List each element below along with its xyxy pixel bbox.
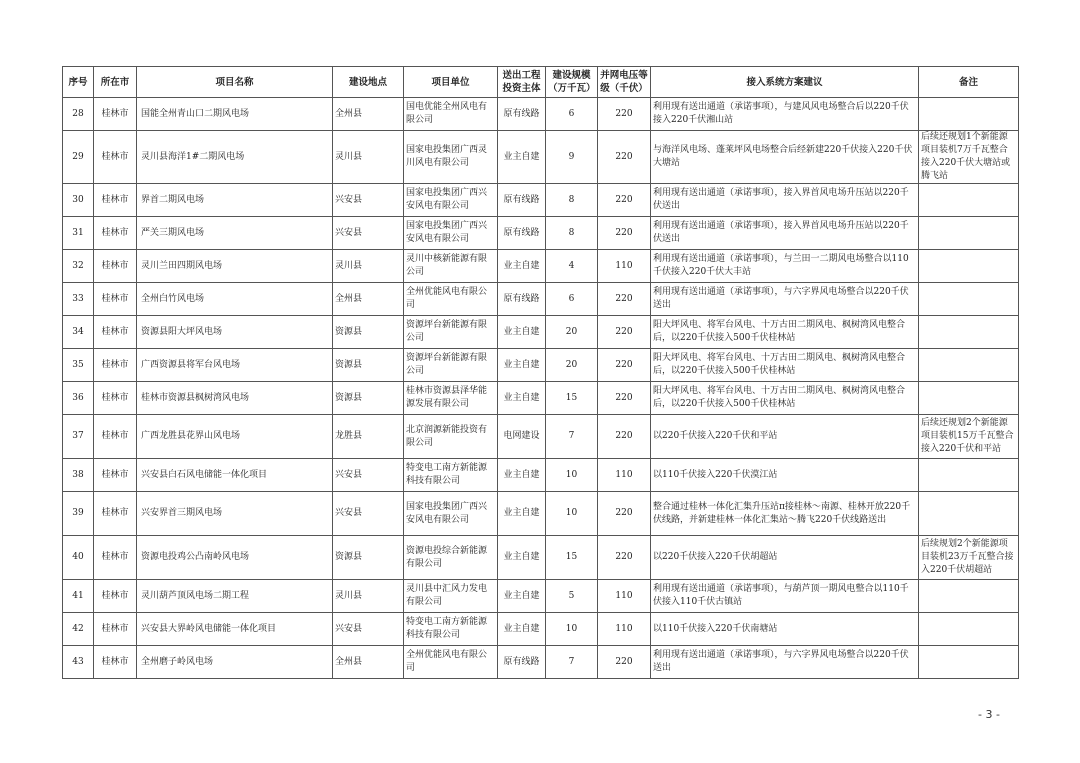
row-city: 桂林市 bbox=[94, 613, 137, 646]
row-city: 桂林市 bbox=[94, 250, 137, 283]
row-note bbox=[919, 613, 1019, 646]
row-name: 全州磨子岭风电场 bbox=[137, 646, 333, 679]
row-unit: 全州优能风电有限公司 bbox=[404, 283, 498, 316]
row-site: 灵川县 bbox=[333, 250, 404, 283]
row-no: 38 bbox=[63, 459, 94, 492]
row-investor: 业主自建 bbox=[498, 250, 546, 283]
row-site: 兴安县 bbox=[333, 184, 404, 217]
table-row bbox=[63, 492, 1019, 536]
row-voltage: 220 bbox=[598, 415, 651, 459]
row-note bbox=[919, 580, 1019, 613]
row-investor: 业主自建 bbox=[498, 580, 546, 613]
row-investor: 业主自建 bbox=[498, 459, 546, 492]
row-voltage: 220 bbox=[598, 283, 651, 316]
row-city: 桂林市 bbox=[94, 316, 137, 349]
row-name: 资源县阳大坪风电场 bbox=[137, 316, 333, 349]
row-no: 42 bbox=[63, 613, 94, 646]
table-row bbox=[63, 382, 1019, 415]
row-no: 41 bbox=[63, 580, 94, 613]
row-site: 全州县 bbox=[333, 98, 404, 131]
header-unit: 项目单位 bbox=[404, 67, 498, 98]
row-no: 37 bbox=[63, 415, 94, 459]
row-no: 29 bbox=[63, 131, 94, 184]
row-plan: 利用现有送出通道（承诺事项），与建风风电场整合后以220千伏接入220千伏湘山站 bbox=[651, 98, 919, 131]
row-unit: 全州优能风电有限公司 bbox=[404, 646, 498, 679]
row-unit: 国电优能全州风电有限公司 bbox=[404, 98, 498, 131]
row-site: 全州县 bbox=[333, 283, 404, 316]
row-no: 33 bbox=[63, 283, 94, 316]
row-scale: 8 bbox=[546, 184, 598, 217]
row-voltage: 110 bbox=[598, 580, 651, 613]
row-plan: 阳大坪风电、将军台风电、十万古田二期风电、枫树湾风电整合后，以220千伏接入500千伏桂林站 bbox=[651, 316, 919, 349]
row-plan: 利用现有送出通道（承诺事项），与六字界风电场整合以220千伏送出 bbox=[651, 646, 919, 679]
header-note: 备注 bbox=[919, 67, 1019, 98]
row-investor: 原有线路 bbox=[498, 646, 546, 679]
row-note bbox=[919, 250, 1019, 283]
row-city: 桂林市 bbox=[94, 184, 137, 217]
row-voltage: 220 bbox=[598, 492, 651, 536]
header-scale: 建设规模（万千瓦） bbox=[546, 67, 598, 98]
row-unit: 北京润源新能投资有限公司 bbox=[404, 415, 498, 459]
row-note bbox=[919, 492, 1019, 536]
header-voltage: 并网电压等级（千伏） bbox=[598, 67, 651, 98]
row-site: 灵川县 bbox=[333, 131, 404, 184]
row-investor: 原有线路 bbox=[498, 283, 546, 316]
row-note bbox=[919, 217, 1019, 250]
row-name: 广西资源县将军台风电场 bbox=[137, 349, 333, 382]
project-table bbox=[62, 66, 1019, 679]
row-city: 桂林市 bbox=[94, 492, 137, 536]
row-note bbox=[919, 646, 1019, 679]
row-city: 桂林市 bbox=[94, 382, 137, 415]
table-row bbox=[63, 580, 1019, 613]
row-site: 资源县 bbox=[333, 536, 404, 580]
row-no: 43 bbox=[63, 646, 94, 679]
row-plan: 利用现有送出通道（承诺事项），与兰田一二期风电场整合以110千伏接入220千伏大丰站 bbox=[651, 250, 919, 283]
row-no: 28 bbox=[63, 98, 94, 131]
header-site: 建设地点 bbox=[333, 67, 404, 98]
row-investor: 业主自建 bbox=[498, 349, 546, 382]
row-plan: 以220千伏接入220千伏胡超站 bbox=[651, 536, 919, 580]
row-voltage: 110 bbox=[598, 613, 651, 646]
row-voltage: 220 bbox=[598, 382, 651, 415]
row-name: 资源电投鸡公凸南岭风电场 bbox=[137, 536, 333, 580]
row-note bbox=[919, 283, 1019, 316]
row-investor: 业主自建 bbox=[498, 131, 546, 184]
row-unit: 国家电投集团广西兴安风电有限公司 bbox=[404, 184, 498, 217]
row-name: 严关三期风电场 bbox=[137, 217, 333, 250]
table-row bbox=[63, 459, 1019, 492]
header-city: 所在市 bbox=[94, 67, 137, 98]
row-voltage: 220 bbox=[598, 349, 651, 382]
row-plan: 整合通过桂林一体化汇集升压站π接桂林～南源、桂林开放220千伏线路，并新建桂林一体化汇集站～腾飞220千伏线路送出 bbox=[651, 492, 919, 536]
row-no: 31 bbox=[63, 217, 94, 250]
header-name: 项目名称 bbox=[137, 67, 333, 98]
row-voltage: 110 bbox=[598, 459, 651, 492]
row-city: 桂林市 bbox=[94, 217, 137, 250]
row-investor: 业主自建 bbox=[498, 382, 546, 415]
row-scale: 10 bbox=[546, 613, 598, 646]
row-site: 全州县 bbox=[333, 646, 404, 679]
row-name: 广西龙胜县花界山风电场 bbox=[137, 415, 333, 459]
row-scale: 4 bbox=[546, 250, 598, 283]
row-voltage: 220 bbox=[598, 131, 651, 184]
row-plan: 利用现有送出通道（承诺事项），接入界首风电场升压站以220千伏送出 bbox=[651, 217, 919, 250]
row-city: 桂林市 bbox=[94, 131, 137, 184]
header-row bbox=[63, 67, 1019, 98]
row-note bbox=[919, 459, 1019, 492]
row-investor: 电网建设 bbox=[498, 415, 546, 459]
row-plan: 利用现有送出通道（承诺事项），与六字界风电场整合以220千伏送出 bbox=[651, 283, 919, 316]
header-plan: 接入系统方案建议 bbox=[651, 67, 919, 98]
row-no: 34 bbox=[63, 316, 94, 349]
row-unit: 资源坪台新能源有限公司 bbox=[404, 349, 498, 382]
row-scale: 15 bbox=[546, 536, 598, 580]
row-unit: 特变电工南方新能源科技有限公司 bbox=[404, 613, 498, 646]
row-scale: 15 bbox=[546, 382, 598, 415]
row-unit: 国家电投集团广西兴安风电有限公司 bbox=[404, 492, 498, 536]
row-investor: 原有线路 bbox=[498, 217, 546, 250]
row-note: 后续规划2个新能源项目装机23万千瓦整合接入220千伏胡超站 bbox=[919, 536, 1019, 580]
row-voltage: 220 bbox=[598, 316, 651, 349]
row-plan: 阳大坪风电、将军台风电、十万古田二期风电、枫树湾风电整合后，以220千伏接入500千伏桂林站 bbox=[651, 382, 919, 415]
row-note bbox=[919, 98, 1019, 131]
row-city: 桂林市 bbox=[94, 98, 137, 131]
row-name: 兴安县大界岭风电储能一体化项目 bbox=[137, 613, 333, 646]
row-site: 兴安县 bbox=[333, 492, 404, 536]
row-unit: 特变电工南方新能源科技有限公司 bbox=[404, 459, 498, 492]
row-scale: 6 bbox=[546, 283, 598, 316]
row-site: 资源县 bbox=[333, 316, 404, 349]
row-scale: 10 bbox=[546, 459, 598, 492]
row-plan: 阳大坪风电、将军台风电、十万古田二期风电、枫树湾风电整合后，以220千伏接入500千伏桂林站 bbox=[651, 349, 919, 382]
row-note bbox=[919, 316, 1019, 349]
row-scale: 10 bbox=[546, 492, 598, 536]
header-investor: 送出工程投资主体 bbox=[498, 67, 546, 98]
row-investor: 业主自建 bbox=[498, 536, 546, 580]
row-name: 兴安界首三期风电场 bbox=[137, 492, 333, 536]
table-row bbox=[63, 415, 1019, 459]
row-site: 兴安县 bbox=[333, 217, 404, 250]
row-city: 桂林市 bbox=[94, 415, 137, 459]
table-row bbox=[63, 184, 1019, 217]
row-name: 国能全州青山口二期风电场 bbox=[137, 98, 333, 131]
row-unit: 国家电投集团广西兴安风电有限公司 bbox=[404, 217, 498, 250]
header-no: 序号 bbox=[63, 67, 94, 98]
table-row bbox=[63, 646, 1019, 679]
row-city: 桂林市 bbox=[94, 283, 137, 316]
table-row bbox=[63, 250, 1019, 283]
row-name: 界首二期风电场 bbox=[137, 184, 333, 217]
row-name: 兴安县白石风电储能一体化项目 bbox=[137, 459, 333, 492]
row-voltage: 220 bbox=[598, 217, 651, 250]
row-scale: 7 bbox=[546, 415, 598, 459]
row-investor: 原有线路 bbox=[498, 184, 546, 217]
row-voltage: 220 bbox=[598, 98, 651, 131]
row-plan: 利用现有送出通道（承诺事项），与葫芦顶一期风电整合以110千伏接入110千伏古镇站 bbox=[651, 580, 919, 613]
table-row bbox=[63, 536, 1019, 580]
row-note bbox=[919, 349, 1019, 382]
row-voltage: 110 bbox=[598, 250, 651, 283]
row-site: 灵川县 bbox=[333, 580, 404, 613]
row-name: 灵川葫芦顶风电场二期工程 bbox=[137, 580, 333, 613]
row-plan: 利用现有送出通道（承诺事项），接入界首风电场升压站以220千伏送出 bbox=[651, 184, 919, 217]
row-investor: 业主自建 bbox=[498, 492, 546, 536]
row-voltage: 220 bbox=[598, 646, 651, 679]
row-investor: 原有线路 bbox=[498, 98, 546, 131]
table-row bbox=[63, 316, 1019, 349]
row-no: 30 bbox=[63, 184, 94, 217]
row-note bbox=[919, 382, 1019, 415]
row-city: 桂林市 bbox=[94, 646, 137, 679]
row-note: 后续还规划1个新能源项目装机7万千瓦整合接入220千伏大塘站或腾飞站 bbox=[919, 131, 1019, 184]
table-row bbox=[63, 131, 1019, 184]
table-row bbox=[63, 98, 1019, 131]
row-unit: 灵川县中汇风力发电有限公司 bbox=[404, 580, 498, 613]
table-row bbox=[63, 613, 1019, 646]
table-row bbox=[63, 217, 1019, 250]
table-row bbox=[63, 349, 1019, 382]
row-site: 龙胜县 bbox=[333, 415, 404, 459]
row-note: 后续还规划2个新能源项目装机15万千瓦整合接入220千伏和平站 bbox=[919, 415, 1019, 459]
row-site: 资源县 bbox=[333, 382, 404, 415]
row-plan: 以220千伏接入220千伏和平站 bbox=[651, 415, 919, 459]
row-unit: 灵川中核新能源有限公司 bbox=[404, 250, 498, 283]
row-scale: 20 bbox=[546, 349, 598, 382]
row-scale: 5 bbox=[546, 580, 598, 613]
row-site: 兴安县 bbox=[333, 613, 404, 646]
row-no: 32 bbox=[63, 250, 94, 283]
row-no: 35 bbox=[63, 349, 94, 382]
row-unit: 桂林市资源县泽华能源发展有限公司 bbox=[404, 382, 498, 415]
row-name: 桂林市资源县枫树湾风电场 bbox=[137, 382, 333, 415]
page-number: - 3 - bbox=[978, 708, 1000, 721]
row-city: 桂林市 bbox=[94, 459, 137, 492]
row-unit: 资源坪台新能源有限公司 bbox=[404, 316, 498, 349]
row-plan: 与海洋风电场、蓬莱坪风电场整合后经新建220千伏接入220千伏大塘站 bbox=[651, 131, 919, 184]
row-scale: 8 bbox=[546, 217, 598, 250]
row-name: 全州白竹风电场 bbox=[137, 283, 333, 316]
row-city: 桂林市 bbox=[94, 349, 137, 382]
row-city: 桂林市 bbox=[94, 536, 137, 580]
row-unit: 国家电投集团广西灵川风电有限公司 bbox=[404, 131, 498, 184]
row-unit: 资源电投综合新能源有限公司 bbox=[404, 536, 498, 580]
row-voltage: 220 bbox=[598, 536, 651, 580]
row-note bbox=[919, 184, 1019, 217]
row-site: 资源县 bbox=[333, 349, 404, 382]
row-no: 40 bbox=[63, 536, 94, 580]
row-investor: 业主自建 bbox=[498, 316, 546, 349]
row-city: 桂林市 bbox=[94, 580, 137, 613]
row-scale: 9 bbox=[546, 131, 598, 184]
row-no: 39 bbox=[63, 492, 94, 536]
row-name: 灵川兰田四期风电场 bbox=[137, 250, 333, 283]
row-scale: 6 bbox=[546, 98, 598, 131]
row-investor: 业主自建 bbox=[498, 613, 546, 646]
row-plan: 以110千伏接入220千伏南塘站 bbox=[651, 613, 919, 646]
row-scale: 20 bbox=[546, 316, 598, 349]
table-row bbox=[63, 283, 1019, 316]
row-site: 兴安县 bbox=[333, 459, 404, 492]
row-no: 36 bbox=[63, 382, 94, 415]
row-name: 灵川县海洋1#二期风电场 bbox=[137, 131, 333, 184]
row-plan: 以110千伏接入220千伏漠江站 bbox=[651, 459, 919, 492]
row-scale: 7 bbox=[546, 646, 598, 679]
row-voltage: 220 bbox=[598, 184, 651, 217]
